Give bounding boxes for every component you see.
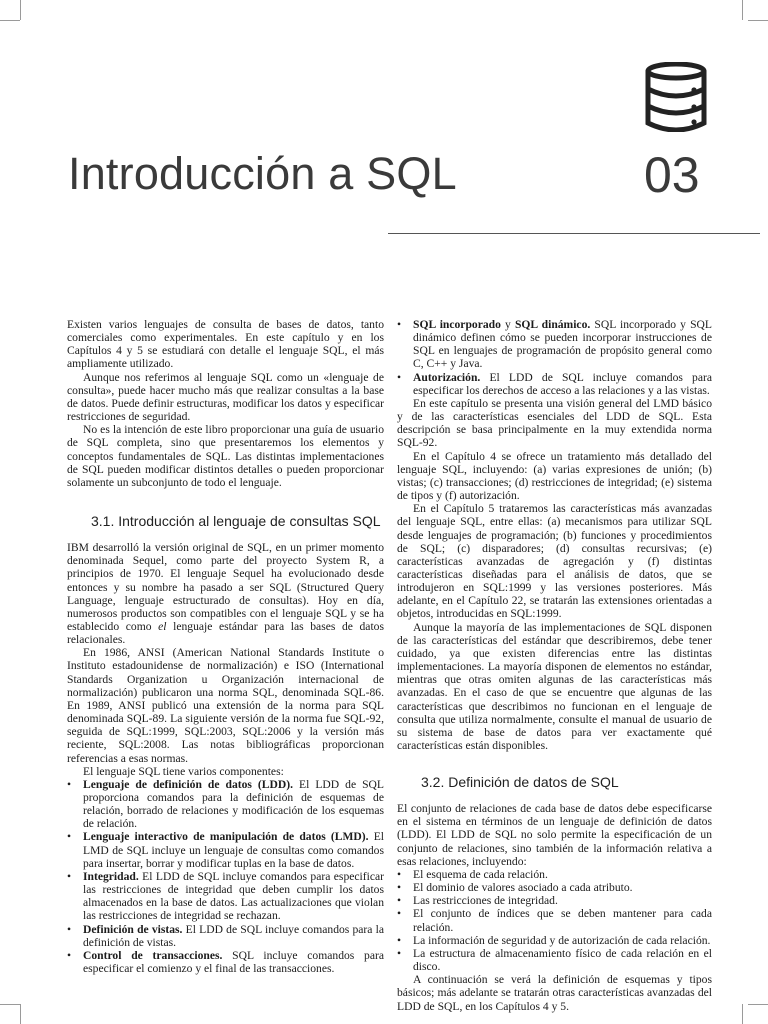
crop-mark: [20, 0, 21, 20]
list-item: • El conjunto de índices que se deben mantener para cada relación.: [397, 907, 712, 933]
crop-mark: [742, 0, 743, 20]
paragraph: El conjunto de relaciones de cada base de datos debe especificarse en el sistema en términos de un lenguaje de definición de datos (LDD). El LDD de SQL no solo permite la especificación de un conjunto de relaciones, sino también de la información relativa a esas relaciones, incluyendo:: [397, 802, 712, 868]
crop-mark: [20, 1004, 21, 1024]
paragraph: Aunque la mayoría de las implementaciones de SQL disponen de las características del estándar que describiremos, debe tener cuidado, ya que existen diferencias entre las distintas implementaciones. La mayoría disponen de elementos no estándar, mientras que otras omiten algunas de las características más avanzadas. En el caso de que se encuentre que algunas de las características que describimos no funcionan en el lenguaje de consulta que utiliza normalmente, consulte el manual de usuario de su sistema de base de datos para ver exactamente qué características están disponibles.: [397, 620, 712, 752]
list-item: • SQL incorporado y SQL dinámico. SQL incorporado y SQL dinámico definen cómo se pueden incorporar instrucciones de SQL en lenguajes de programación de propósito general como C, C++ y Java.: [397, 318, 712, 371]
crop-mark: [0, 20, 20, 21]
left-column: [67, 318, 384, 975]
list-item: • La información de seguridad y de autorización de cada relación.: [397, 934, 712, 947]
list-item: • El esquema de cada relación.: [397, 868, 712, 881]
right-column: [397, 318, 712, 1013]
chapter-divider: [388, 233, 760, 234]
paragraph: El lenguaje SQL tiene varios componentes:: [83, 764, 284, 778]
paragraph: No es la intención de este libro proporcionar una guía de usuario de SQL completa, sino que presentaremos los elementos y conceptos fundamentales de SQL. Las distintas implementaciones de SQL pueden modificar distintos detalles o pueden proporcionar solamente un subconjunto de todo el lenguaje.: [67, 423, 384, 489]
paragraph: En este capítulo se presenta una visión general del LMD básico y de las características esenciales del LDD de SQL. Esta descripción se basa principalmente en la muy extendida norma SQL-92.: [397, 396, 712, 450]
list-item: • Integridad. El LDD de SQL incluye comandos para especificar las restricciones de integridad que deben cumplir los datos almacenados en la base de datos. Las actualizaciones que violan las restricciones de integridad se rechazan.: [67, 870, 384, 923]
list-item: • La estructura de almacenamiento físico de cada relación en el disco.: [397, 947, 712, 973]
section-heading: 3.1. Introducción al lenguaje de consultas SQL: [91, 513, 381, 530]
list-item: • Lenguaje interactivo de manipulación de datos (LMD). El LMD de SQL incluye un lenguaje de consultas como comandos para insertar, borrar y modificar tuplas en la base de datos.: [67, 830, 384, 869]
database-icon: [644, 62, 708, 132]
chapter-title: Introducción a SQL: [68, 148, 457, 199]
paragraph: Aunque nos referimos al lenguaje SQL como un «lenguaje de consulta», puede hacer mucho más que realizar consultas a la base de datos. Puede definir estructuras, modificar los datos y especificar restricciones de seguridad.: [67, 370, 384, 424]
paragraph: IBM desarrolló la versión original de SQL, en un primer momento denominada Sequel, como parte del proyecto System R, a principios de 1970. El lenguaje Sequel ha evolucionado desde entonces y su nombre ha pasado a ser SQL (Structured Query Language, lenguaje estructurado de consultas). Hoy en día, numerosos productos son compatibles con el lenguaje SQL y se ha establecido como el lenguaje estándar para las bases de datos relacionales.: [67, 541, 384, 647]
paragraph: Existen varios lenguajes de consulta de bases de datos, tanto comerciales como experimentales. En este capítulo y en los Capítulos 4 y 5 se estudiará con detalle el lenguaje SQL, el más ampliamente utilizado.: [67, 318, 384, 371]
list-item: • Autorización. El LDD de SQL incluye comandos para especificar los derechos de acceso a las relaciones y a las vistas.: [397, 371, 712, 397]
components-list-continued: [397, 318, 712, 397]
paragraph: En el Capítulo 5 trataremos las características más avanzadas del lenguaje SQL, entre ellas: (a) mecanismos para utilizar SQL desde lenguajes de programación; (b) funciones y procedimientos de SQL; (c) disparadores; (d) consultas recursivas; (e) características avanzadas de agregación y (f) distintas características diseñadas para el análisis de datos, que se introdujeron en SQL:1999 y las versiones posteriores. Más adelante, en el Capítulo 22, se tratarán las extensiones orientadas a objetos, introducidas en SQL:1999.: [397, 502, 712, 621]
crop-mark: [742, 1004, 743, 1024]
paragraph: En 1986, ANSI (American National Standards Institute o Instituto estadounidense de normalización) e ISO (International Standards Organization u Organización internacional de normalización) publicaron una norma SQL, denominada SQL-86. En 1989, ANSI publicó una extensión de la norma para SQL denominada SQL-89. La siguiente versión de la norma fue SQL-92, seguida de SQL:1999, SQL:2003, SQL:2006 y la versión más reciente, SQL:2008. Las notas bibliográficas proporcionan referencias a esas normas.: [67, 646, 384, 765]
paragraph: En el Capítulo 4 se ofrece un tratamiento más detallado del lenguaje SQL, incluyendo: (a) varias expresiones de unión; (b) vistas; (c) transacciones; (d) restricciones de integridad; (e) sistema de tipos y (f) autorización.: [397, 449, 712, 503]
crop-mark: [748, 1004, 768, 1005]
list-item: • Control de transacciones. SQL incluye comandos para especificar el comienzo y el final de las transacciones.: [67, 949, 384, 975]
section-heading: 3.2. Definición de datos de SQL: [421, 774, 619, 791]
list-item: • Las restricciones de integridad.: [397, 894, 712, 907]
chapter-number: 03: [644, 147, 700, 203]
list-item: • Definición de vistas. El LDD de SQL incluye comandos para la definición de vistas.: [67, 923, 384, 949]
ldd-info-list: [397, 868, 712, 973]
list-item: • Lenguaje de definición de datos (LDD). El LDD de SQL proporciona comandos para la definición de esquemas de relación, borrado de relaciones y modificación de los esquemas de relación.: [67, 778, 384, 831]
paragraph: A continuación se verá la definición de esquemas y tipos básicos; más adelante se tratarán otras características avanzadas del LDD de SQL, en los Capítulos 4 y 5.: [397, 973, 712, 1013]
crop-mark: [0, 1004, 20, 1005]
components-list: [67, 778, 384, 975]
crop-mark: [748, 20, 768, 21]
list-item: • El dominio de valores asociado a cada atributo.: [397, 881, 712, 894]
